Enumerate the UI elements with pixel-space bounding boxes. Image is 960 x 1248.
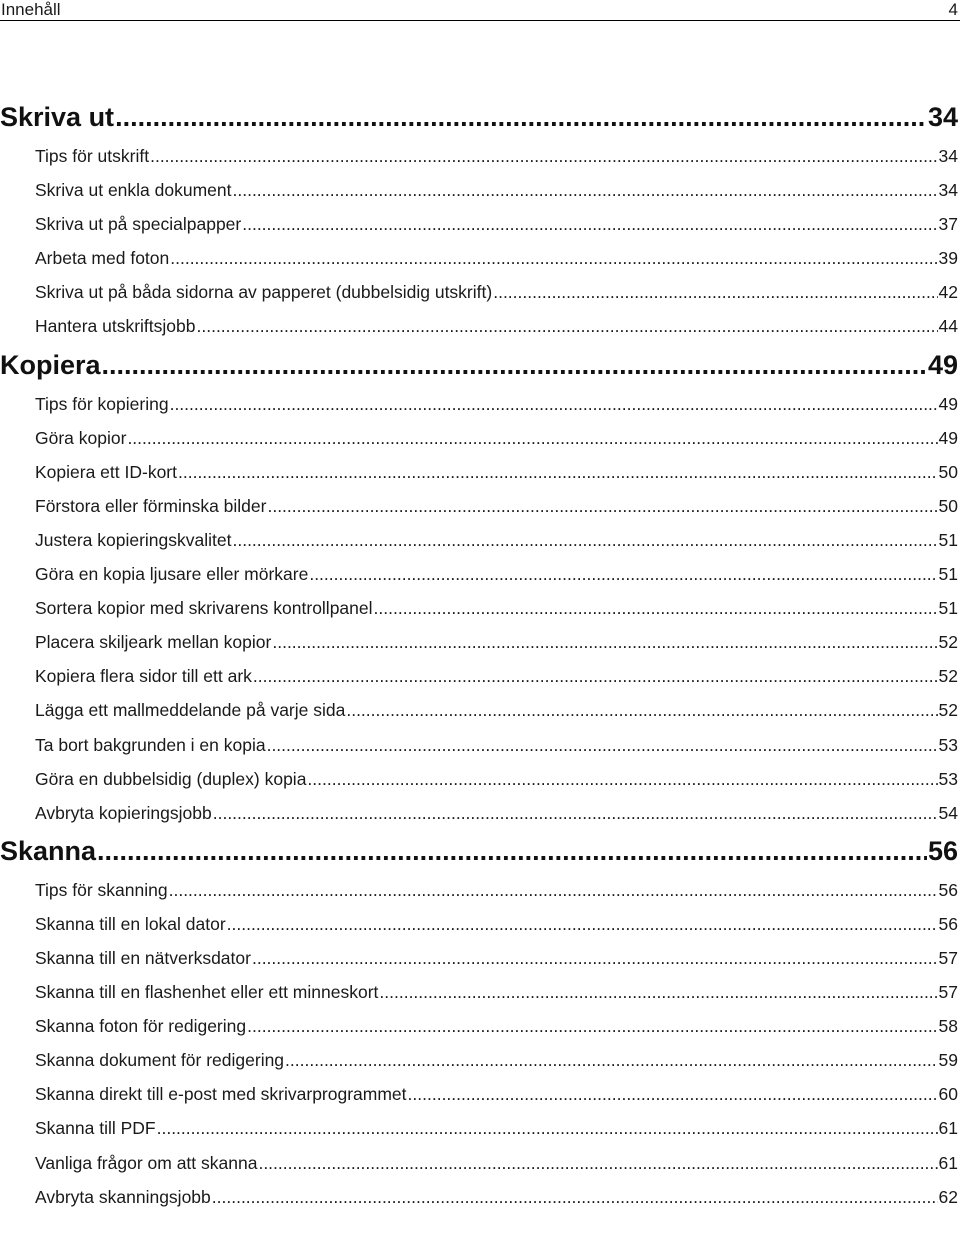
entry-page-number: 61 (938, 1152, 958, 1173)
entry-title: Kopiera ett ID-kort (35, 461, 177, 482)
entry-page-number: 60 (938, 1084, 958, 1105)
toc-entry[interactable] (0, 1009, 958, 1043)
entry-page-number: 52 (938, 666, 958, 687)
toc-entry[interactable] (0, 241, 958, 275)
toc-entry[interactable] (0, 907, 958, 941)
entry-title: Skanna till en nätverksdator (35, 947, 251, 968)
toc-entry[interactable] (0, 455, 958, 489)
entry-title: Placera skiljeark mellan kopior (35, 632, 272, 653)
dot-leader (213, 796, 938, 830)
toc-entry[interactable] (0, 693, 958, 727)
dot-leader (374, 591, 938, 625)
entry-page-number: 49 (938, 393, 958, 414)
entry-page-number: 37 (938, 214, 958, 235)
entry-title: Göra en dubbelsidig (duplex) kopia (35, 768, 307, 789)
dot-leader (102, 344, 927, 387)
entry-page-number: 50 (938, 461, 958, 482)
toc-entry[interactable] (0, 1043, 958, 1077)
toc-entry[interactable] (0, 557, 958, 591)
dot-leader (242, 207, 937, 241)
toc-entry[interactable] (0, 173, 958, 207)
dot-leader (252, 941, 938, 975)
toc-section (0, 344, 958, 830)
toc-entry[interactable] (0, 275, 958, 309)
section-title: Skriva ut (0, 102, 115, 132)
toc-entry[interactable] (0, 591, 958, 625)
dot-leader (227, 907, 938, 941)
entry-title: Tips för utskrift (35, 146, 150, 166)
dot-leader (247, 1009, 937, 1043)
dot-leader (285, 1043, 937, 1077)
entry-page-number: 54 (938, 802, 958, 823)
entry-page-number: 52 (938, 700, 958, 721)
entry-title: Justera kopieringskvalitet (35, 529, 232, 550)
dot-leader (97, 830, 927, 873)
section-page-number: 49 (927, 349, 958, 380)
entry-title: Förstora eller förminska bilder (35, 495, 267, 516)
entry-title: Skanna till en flashenhet eller ett minneskort (35, 982, 379, 1003)
entry-page-number: 61 (938, 1118, 958, 1139)
entry-title: Tips för skanning (35, 879, 168, 900)
entry-page-number: 50 (938, 495, 958, 516)
toc-entry[interactable] (0, 421, 958, 455)
dot-leader (232, 523, 937, 557)
dot-leader (267, 489, 937, 523)
entry-title: Tips för kopiering (35, 393, 169, 414)
entry-title: Skanna dokument för redigering (35, 1050, 285, 1071)
toc-entry[interactable] (0, 139, 958, 173)
dot-leader (309, 557, 937, 591)
dot-leader (493, 275, 937, 309)
dot-leader (178, 455, 938, 489)
dot-leader (258, 1146, 937, 1180)
toc-entry[interactable] (0, 207, 958, 241)
dot-leader (267, 728, 938, 762)
entry-page-number: 57 (938, 947, 958, 968)
entry-page-number: 51 (938, 529, 958, 550)
toc-entry[interactable] (0, 523, 958, 557)
entry-title: Kopiera flera sidor till ett ark (35, 666, 252, 687)
entry-page-number: 39 (938, 248, 958, 269)
dot-leader (346, 693, 937, 727)
toc-section-heading[interactable] (0, 96, 958, 139)
toc-entry[interactable] (0, 1077, 958, 1111)
entry-title: Skriva ut på båda sidorna av papperet (dubbelsidig utskrift) (35, 282, 493, 303)
dot-leader (150, 139, 937, 173)
dot-leader (212, 1180, 938, 1214)
entry-title: Skanna till PDF (35, 1118, 156, 1139)
dot-leader (272, 625, 937, 659)
toc-entry[interactable] (0, 975, 958, 1009)
entry-title: Göra en kopia ljusare eller mörkare (35, 564, 309, 585)
toc-entry[interactable] (0, 1111, 958, 1145)
toc-entry[interactable] (0, 309, 958, 343)
toc-section-heading[interactable] (0, 830, 958, 873)
table-of-contents (0, 96, 958, 1214)
header-title: Innehåll (1, 0, 61, 19)
dot-leader (127, 421, 937, 455)
toc-entry[interactable] (0, 1146, 958, 1180)
section-title: Skanna (0, 835, 97, 866)
toc-entry[interactable] (0, 659, 958, 693)
entry-page-number: 51 (938, 598, 958, 619)
dot-leader (197, 309, 938, 343)
entry-title: Sortera kopior med skrivarens kontrollpanel (35, 598, 373, 619)
entry-page-number: 51 (938, 564, 958, 585)
dot-leader (170, 241, 937, 275)
entry-title: Ta bort bakgrunden i en kopia (35, 734, 266, 755)
entry-page-number: 59 (938, 1050, 958, 1071)
toc-entry[interactable] (0, 728, 958, 762)
toc-entry[interactable] (0, 762, 958, 796)
dot-leader (170, 387, 938, 421)
toc-section (0, 830, 958, 1214)
entry-title: Skanna till en lokal dator (35, 913, 226, 934)
entry-title: Lägga ett mallmeddelande på varje sida (35, 700, 346, 721)
toc-entry[interactable] (0, 873, 958, 907)
dot-leader (408, 1077, 938, 1111)
entry-page-number: 34 (938, 180, 958, 201)
dot-leader (157, 1111, 938, 1145)
entry-page-number: 56 (938, 879, 958, 900)
entry-title: Skriva ut på specialpapper (35, 214, 242, 235)
toc-section-heading[interactable] (0, 344, 958, 387)
toc-section (0, 96, 958, 344)
section-title: Kopiera (0, 349, 101, 380)
entry-page-number: 57 (938, 982, 958, 1003)
toc-entry[interactable] (0, 941, 958, 975)
entry-page-number: 62 (938, 1186, 958, 1207)
entry-title: Skanna foton för redigering (35, 1016, 247, 1037)
entry-page-number: 52 (938, 632, 958, 653)
entry-page-number: 42 (938, 282, 958, 303)
entry-page-number: 44 (938, 316, 958, 337)
entry-title: Avbryta kopieringsjobb (35, 802, 212, 823)
entry-page-number: 53 (938, 768, 958, 789)
entry-title: Hantera utskriftsjobb (35, 316, 196, 337)
entry-page-number: 53 (938, 734, 958, 755)
entry-title: Göra kopior (35, 427, 127, 448)
entry-title: Skanna direkt till e-post med skrivarprogrammet (35, 1084, 407, 1105)
dot-leader (169, 873, 938, 907)
dot-leader (233, 173, 938, 207)
entry-page-number: 56 (938, 913, 958, 934)
section-page-number: 34 (927, 102, 958, 132)
header-page-number: 4 (948, 0, 958, 19)
dot-leader (307, 762, 937, 796)
entry-page-number: 34 (938, 146, 958, 166)
section-page-number: 56 (927, 835, 958, 866)
entry-title: Skriva ut enkla dokument (35, 180, 232, 201)
toc-entry[interactable] (0, 387, 958, 421)
entry-page-number: 49 (938, 427, 958, 448)
entry-title: Avbryta skanningsjobb (35, 1186, 211, 1207)
toc-entry[interactable] (0, 489, 958, 523)
dot-leader (115, 96, 927, 139)
toc-entry[interactable] (0, 625, 958, 659)
entry-page-number: 58 (938, 1016, 958, 1037)
page-header (0, 0, 960, 21)
dot-leader (379, 975, 937, 1009)
toc-entry[interactable] (0, 796, 958, 830)
entry-title: Arbeta med foton (35, 248, 170, 269)
entry-title: Vanliga frågor om att skanna (35, 1152, 258, 1173)
dot-leader (253, 659, 938, 693)
toc-entry[interactable] (0, 1180, 958, 1214)
